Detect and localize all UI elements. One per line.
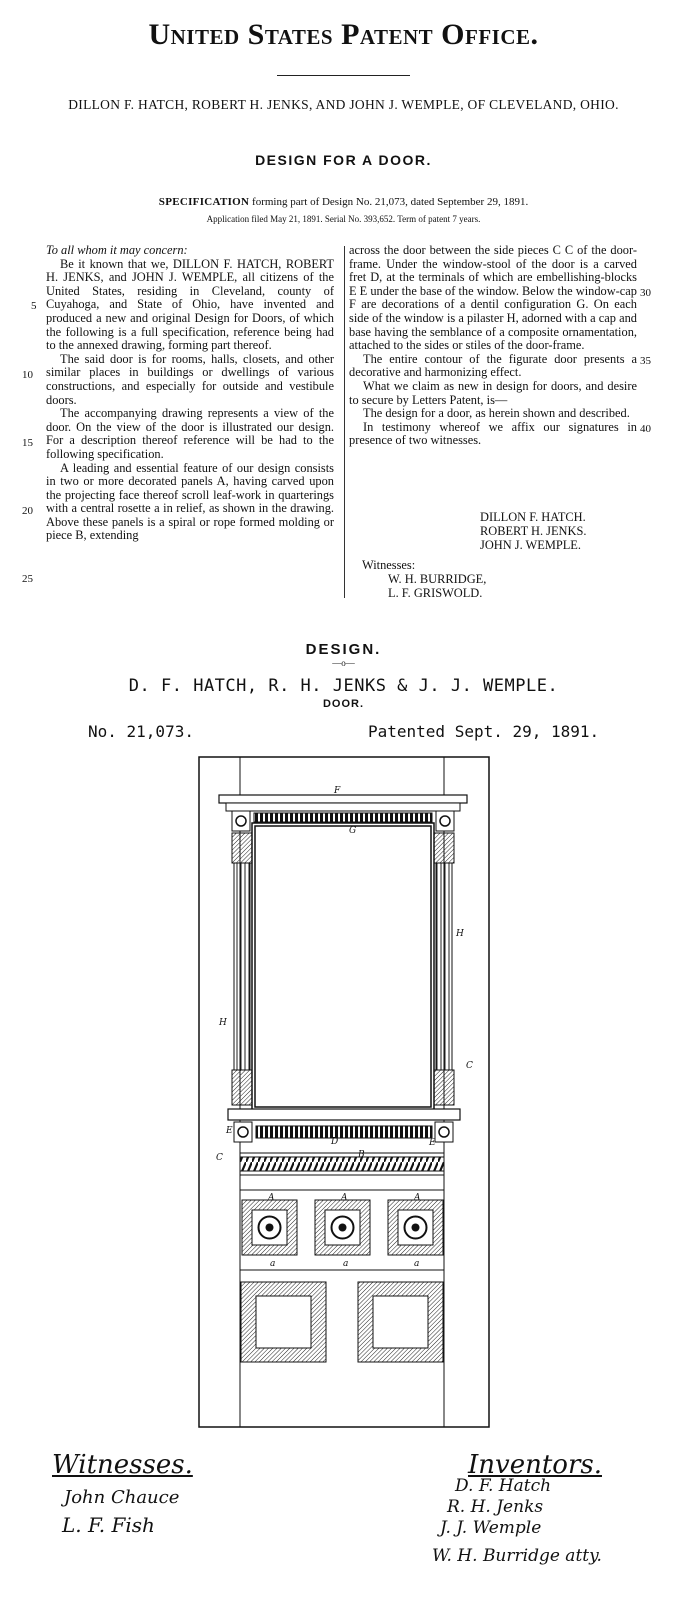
line-number: 40 <box>640 423 651 435</box>
drawing-divider: —o— <box>332 658 355 668</box>
dentil-band <box>254 813 432 822</box>
cap-rosette <box>440 816 450 826</box>
label-a: A <box>341 1193 348 1203</box>
label-h: H <box>219 1018 227 1028</box>
line-number: 5 <box>31 300 37 312</box>
label-f: F <box>334 786 341 796</box>
label-g: G <box>349 826 357 836</box>
label-c: C <box>466 1061 473 1071</box>
pilaster-base <box>434 1070 454 1105</box>
paragraph: A leading and essential feature of our design consists in two or more decorated panels A, having carved upon the projecting face thereof scroll leaf-work in quarterings with a central rosette a in relief, as shown in the drawing. Above these panels is a spiral or rope formed molding or piece B, extending <box>46 460 334 543</box>
signature: ROBERT H. JENKS. <box>480 524 587 538</box>
drawing-heading: DESIGN. <box>305 641 382 658</box>
witnesses-label: Witnesses: <box>362 558 416 572</box>
label-rosette: a <box>270 1259 276 1269</box>
cap-rosette <box>236 816 246 826</box>
label-rosette: a <box>343 1259 349 1269</box>
label-h: H <box>456 929 464 939</box>
salutation: To all whom it may concern: <box>46 243 188 257</box>
inventor-signature: R. H. Jenks <box>447 1497 544 1517</box>
rope-molding <box>240 1157 444 1171</box>
patent-title: DESIGN FOR A DOOR. <box>255 152 432 168</box>
carved-fret <box>256 1126 432 1138</box>
lower-panel <box>358 1282 443 1362</box>
lower-panel <box>241 1282 326 1362</box>
signature: JOHN J. WEMPLE. <box>480 538 581 552</box>
label-c: C <box>216 1153 223 1163</box>
decorated-panel <box>242 1200 297 1255</box>
label-e: E <box>429 1138 436 1148</box>
paragraph: across the door between the side pieces C C of the door-frame. Under the window-stool of the door is a carved fret D, at the terminals of which are embellishing-blocks E E under the base of the window. Below the window-cap F are decorations of a dentil configuration G. On each side of the window is a pilaster H, adorned with a cap and base having the semblance of a composite ornamentation, attached to the sides or stiles of the door-frame. <box>349 243 637 353</box>
window-stool <box>228 1109 460 1120</box>
label-e: E <box>226 1126 233 1136</box>
line-number: 25 <box>22 573 33 585</box>
block-rosette <box>238 1127 248 1137</box>
drawing-subject: DOOR. <box>322 698 365 710</box>
pilaster-base <box>232 1070 252 1105</box>
inventors-script: Inventors. <box>468 1450 602 1480</box>
drawing-inventors: D. F. HATCH, R. H. JENKS & J. J. WEMPLE. <box>128 676 559 696</box>
witnesses-script: Witnesses. <box>52 1450 193 1480</box>
pilaster-capital <box>232 833 252 863</box>
decorated-panel <box>315 1200 370 1255</box>
patent-date: Patented Sept. 29, 1891. <box>368 722 600 741</box>
window-glass <box>255 826 431 1107</box>
witness-signature: John Chauce <box>64 1487 180 1508</box>
line-number: 20 <box>22 505 33 517</box>
paragraph: In testimony whereof we affix our signatures in presence of two witnesses. <box>349 419 637 448</box>
inventors-line: DILLON F. HATCH, ROBERT H. JENKS, AND JOHN J. WEMPLE, OF CLEVELAND, OHIO. <box>68 97 619 112</box>
decorated-panel <box>388 1200 443 1255</box>
window-cap <box>219 795 467 803</box>
line-number: 30 <box>640 287 651 299</box>
inventor-signature: J. J. Wemple <box>440 1518 542 1538</box>
spec-detail: forming part of Design No. 21,073, dated September 29, 1891. <box>252 196 529 208</box>
line-number: 15 <box>22 437 33 449</box>
application-line: Application filed May 21, 1891. Serial No. 393,652. Term of patent 7 years. <box>206 214 481 224</box>
witness: L. F. GRISWOLD. <box>388 586 483 600</box>
office-title: United States Patent Office. <box>148 18 539 51</box>
inventor-signature: D. F. Hatch <box>455 1476 552 1496</box>
label-a: A <box>414 1193 421 1203</box>
line-number: 10 <box>22 369 33 381</box>
paragraph: Be it known that we, DILLON F. HATCH, ROBERT H. JENKS, and JOHN J. WEMPLE, all citizens of the United States, residing in Cleveland, county of Cuyahoga, and State of Ohio, have invented and produced a new and original Design for Doors, of which the following is a full specification, reference being had to the annexed drawing, forming part thereof. <box>46 256 334 353</box>
witness-signature: L. F. Fish <box>62 1513 155 1537</box>
signature: DILLON F. HATCH. <box>480 510 586 524</box>
pilaster-shaft <box>436 863 452 1070</box>
pilaster-shaft <box>234 863 250 1070</box>
paragraph: The entire contour of the figurate door presents a decorative and harmonizing effect. <box>349 351 637 380</box>
paragraph: The accompanying drawing represents a view of the door. On the view of the door is illustrated our design. For a description thereof reference will be had to the following specification. <box>46 406 334 461</box>
design-number: No. 21,073. <box>88 722 194 741</box>
label-rosette: a <box>414 1259 420 1269</box>
paragraph: The design for a door, as herein shown and described. <box>363 406 630 421</box>
pilaster-capital <box>434 833 454 863</box>
label-b: B <box>358 1150 365 1160</box>
paragraph: What we claim as new in design for doors, and desire to secure by Letters Patent, is— <box>349 378 637 407</box>
spec-label: SPECIFICATION <box>158 196 250 208</box>
witness: W. H. BURRIDGE, <box>388 572 487 586</box>
block-rosette <box>439 1127 449 1137</box>
label-d: D <box>331 1137 339 1147</box>
paragraph: The said door is for rooms, halls, closets, and other similar places in buildings or dwellings of various constructions, and especially for outside and vestibule doors. <box>46 351 334 407</box>
window-cap-base <box>226 803 460 811</box>
line-number: 35 <box>640 355 651 367</box>
inventor-signature: W. H. Burridge atty. <box>432 1546 602 1566</box>
label-a: A <box>268 1193 275 1203</box>
